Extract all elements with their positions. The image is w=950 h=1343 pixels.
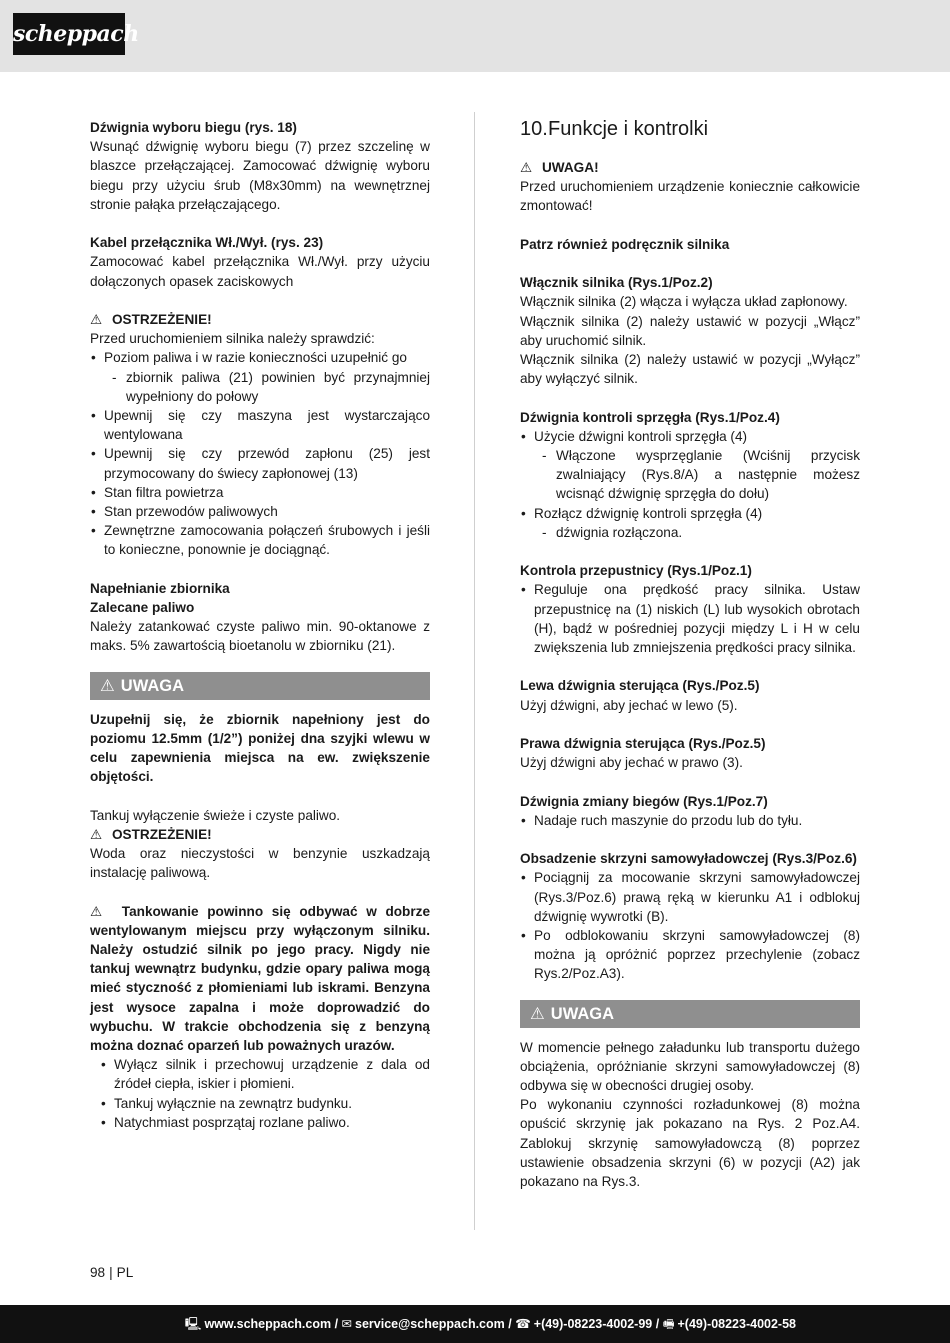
list-item: • Upewnij się czy maszyna jest wystarczająco wentylowana <box>90 406 430 444</box>
warning-box-label: UWAGA <box>550 1004 615 1023</box>
warning-box <box>520 1000 860 1028</box>
paragraph: Tankuj wyłączenie świeże i czyste paliwo. <box>90 807 341 823</box>
bold-paragraph: Uzupełnij się, że zbiornik napełniony jest do poziomu 12.5mm (1/2”) poniżej dna szyjki wlewu w celu zapewnienia miejsca na ew. zwiększenie objętości. <box>90 711 430 785</box>
warning-heading <box>90 310 430 329</box>
sub-list <box>542 523 860 542</box>
warning-triangle-icon: ⚠ <box>520 160 533 175</box>
language-code: PL <box>116 1265 134 1280</box>
paragraph: Włącznik silnika (2) należy ustawić w pozycji „Włącz” aby uruchomić silnik. <box>520 313 860 348</box>
list-item: • Tankuj wyłącznie na zewnątrz budynku. <box>100 1094 430 1113</box>
heading: Włącznik silnika (Rys.1/Poz.2) <box>520 275 713 291</box>
heading: Napełnianie zbiornika <box>90 580 230 596</box>
warning-triangle-icon: ⚠ <box>90 312 103 327</box>
section-title <box>520 118 860 140</box>
dump-bed-list <box>520 868 860 983</box>
separator: / <box>504 1317 516 1331</box>
computer-icon: 🖳 <box>184 1317 202 1331</box>
heading: Dźwignia kontroli sprzęgła (Rys.1/Poz.4) <box>520 409 780 425</box>
list-item-text: Poziom paliwa i w razie konieczności uzupełnić go <box>104 350 407 366</box>
list-item: • Wyłącz silnik i przechowuj urządzenie z dala od źródeł ciepła, iskier i płomieni. <box>100 1055 430 1093</box>
warning-label: UWAGA! <box>541 160 599 175</box>
warning-triangle-icon: ⚠ <box>530 1004 545 1023</box>
heading: Zalecane paliwo <box>90 600 195 616</box>
heading: Dźwignia wyboru biegu (rys. 18) <box>90 120 297 135</box>
list-item: - Włączone wysprzęglanie (Wciśnij przycisk zwalniający (Rys.8/A) a następnie możesz wcisnąć dźwignię sprzęgła do dołu) <box>542 446 860 504</box>
paragraph: W momencie pełnego załadunku lub transportu dużego obciążenia, opróżnianie skrzyni samowyładowczej (8) odbywa się w obecności drugiej osoby. <box>520 1039 860 1094</box>
paragraph: Włącznik silnika (2) należy ustawić w pozycji „Wyłącz” aby wyłączyć silnik. <box>520 352 860 387</box>
paragraph: Użyj dźwigni aby jechać w prawo (3). <box>520 755 743 771</box>
header-bar <box>0 0 950 72</box>
clutch-list <box>520 427 860 542</box>
list-item: • Natychmiast posprzątaj rozlane paliwo. <box>100 1113 430 1132</box>
gear-list <box>520 811 860 830</box>
page-number: 98 | PL <box>90 1265 134 1280</box>
paragraph: Włącznik silnika (2) włącza i wyłącza układ zapłonowy. <box>520 294 848 310</box>
list-item: • Stan przewodów paliwowych <box>90 502 430 521</box>
list-item <box>520 504 860 542</box>
heading: Dźwignia zmiany biegów (Rys.1/Poz.7) <box>520 793 768 809</box>
warning-label: OSTRZEŻENIE! <box>111 826 212 842</box>
list-item-text: Rozłącz dźwignię kontroli sprzęgła (4) <box>534 505 763 521</box>
fax-number: +(49)-08223-4002-58 <box>677 1317 796 1331</box>
sub-list <box>542 446 860 504</box>
warning-heading <box>520 158 860 177</box>
list-item <box>520 427 860 504</box>
list-item: • Po odblokowaniu skrzyni samowyładowczej (8) można ją opróżnić poprzez przechylenie (zobacz Rys.2/Poz.A3). <box>520 926 860 984</box>
column-divider <box>474 112 475 1230</box>
list-item: - zbiornik paliwa (21) powinien być przynajmniej wypełniony do połowy <box>112 368 430 406</box>
page-number-value: 98 <box>90 1265 106 1280</box>
paragraph: Należy zatankować czyste paliwo min. 90-oktanowe z maks. 5% zawartością bioetanolu w zbiorniku (21). <box>90 619 430 654</box>
bold-text: Tankowanie powinno się odbywać w dobrze wentylowanym miejscu przy wyłączonym silniku. Należy ostudzić silnik po jego pracy. Nigdy nie tankuj wewnątrz budynku, gdzie opary paliwa mogą mieć styczność z płomieniami lub iskrami. Benzyna jest wysoce zapalna i może doprowadzić do wybuchu. W trakcie obchodzenia się z benzyną można doznać oparzeń lub poważnych urazów. <box>90 903 431 1054</box>
paragraph: Użyj dźwigni, aby jechać w lewo (5). <box>520 697 738 713</box>
heading: Lewa dźwignia sterująca (Rys./Poz.5) <box>520 678 760 694</box>
paragraph: Zamocować kabel przełącznika Wł./Wył. przy użyciu dołączonych opasek zaciskowych <box>90 254 430 289</box>
list-item: • Nadaje ruch maszynie do przodu lub do tyłu. <box>520 811 860 830</box>
safety-list <box>100 1055 430 1132</box>
paragraph: Woda oraz nieczystości w benzynie uszkadzają instalację paliwową. <box>90 846 430 881</box>
warning-heading <box>90 825 430 844</box>
paragraph: Po wykonaniu czynności rozładunkowej (8) można opuścić skrzynię jak pokazano na Rys. 2 Poz.A4. Zablokuj skrzynię samowyładowczą (8) poprzez ustawienie obsadzenia skrzyni (6) w pozycji (A2) jak pokazano na Rys.3. <box>520 1097 860 1190</box>
warning-triangle-icon: ⚠ <box>100 676 115 695</box>
heading: Prawa dźwignia sterująca (Rys./Poz.5) <box>520 736 766 751</box>
list-item: • Stan filtra powietrza <box>90 483 430 502</box>
heading: Obsadzenie skrzyni samowyładowczej (Rys.3/Poz.6) <box>520 851 857 867</box>
list-item: • Upewnij się czy przewód zapłonu (25) jest przymocowany do świecy zapłonowej (13) <box>90 444 430 482</box>
fax-icon: 🖷 <box>662 1317 675 1331</box>
bold-paragraph <box>90 902 430 1056</box>
heading: Kontrola przepustnicy (Rys.1/Poz.1) <box>520 563 752 579</box>
paragraph: Przed uruchomieniem silnika należy sprawdzić: <box>90 331 375 347</box>
sub-list <box>112 368 430 406</box>
email-link[interactable]: service@scheppach.com <box>355 1317 505 1331</box>
list-item <box>90 348 430 406</box>
heading: Kabel przełącznika Wł./Wył. (rys. 23) <box>90 235 324 251</box>
paragraph: Przed uruchomieniem urządzenie koniecznie całkowicie zmontować! <box>520 179 860 214</box>
envelope-icon: ✉ <box>341 1317 352 1331</box>
website-link[interactable]: www.scheppach.com <box>204 1317 332 1331</box>
throttle-list <box>520 580 860 657</box>
list-item-text: Użycie dźwigni kontroli sprzęgła (4) <box>534 428 748 444</box>
section-title-text: Funkcje i kontrolki <box>548 118 709 140</box>
paragraph: Wsunąć dźwignię wyboru biegu (7) przez szczelinę w blaszce przełączającej. Zamocować dźwignię wyboru biegu przy użyciu śrub (M8x30mm) na wewnętrznej stronie pałąka przełączającego. <box>90 139 430 212</box>
list-item: • Reguluje ona prędkość pracy silnika. Ustaw przepustnicę na (1) niskich (L) lub wysokich obrotach (H), bądź w pośredniej pozycji między L i H w celu zwiększenia lub zmniejszenia prędkości pracy silnika. <box>520 580 860 657</box>
heading: Patrz również podręcznik silnika <box>520 236 730 252</box>
list-item: - dźwignia rozłączona. <box>542 523 860 542</box>
warning-triangle-icon: ⚠ <box>90 826 103 842</box>
warning-label: OSTRZEŻENIE! <box>111 312 212 327</box>
separator: / <box>652 1317 663 1331</box>
scheppach-logo: scheppach <box>13 13 125 55</box>
warning-box-label: UWAGA <box>120 676 185 695</box>
phone-icon: ☎ <box>515 1317 531 1331</box>
footer-contact <box>185 1305 796 1343</box>
right-column <box>520 118 860 1191</box>
list-item: • Zewnętrzne zamocowania połączeń śrubowych i jeśli to konieczne, ponownie je dociągnąć. <box>90 521 430 559</box>
separator: / <box>331 1317 342 1331</box>
left-column <box>90 118 430 1132</box>
phone-number: +(49)-08223-4002-99 <box>533 1317 653 1331</box>
footer-bar <box>0 1305 950 1343</box>
section-number: 10. <box>520 118 548 140</box>
checklist <box>90 348 430 559</box>
warning-triangle-icon: ⚠ <box>90 903 108 919</box>
list-item: • Pociągnij za mocowanie skrzyni samowyładowczej (Rys.3/Poz.6) prawą ręką w kierunku A1 i odblokuj dźwignię wywrotki (B). <box>520 868 860 926</box>
warning-box <box>90 672 430 700</box>
